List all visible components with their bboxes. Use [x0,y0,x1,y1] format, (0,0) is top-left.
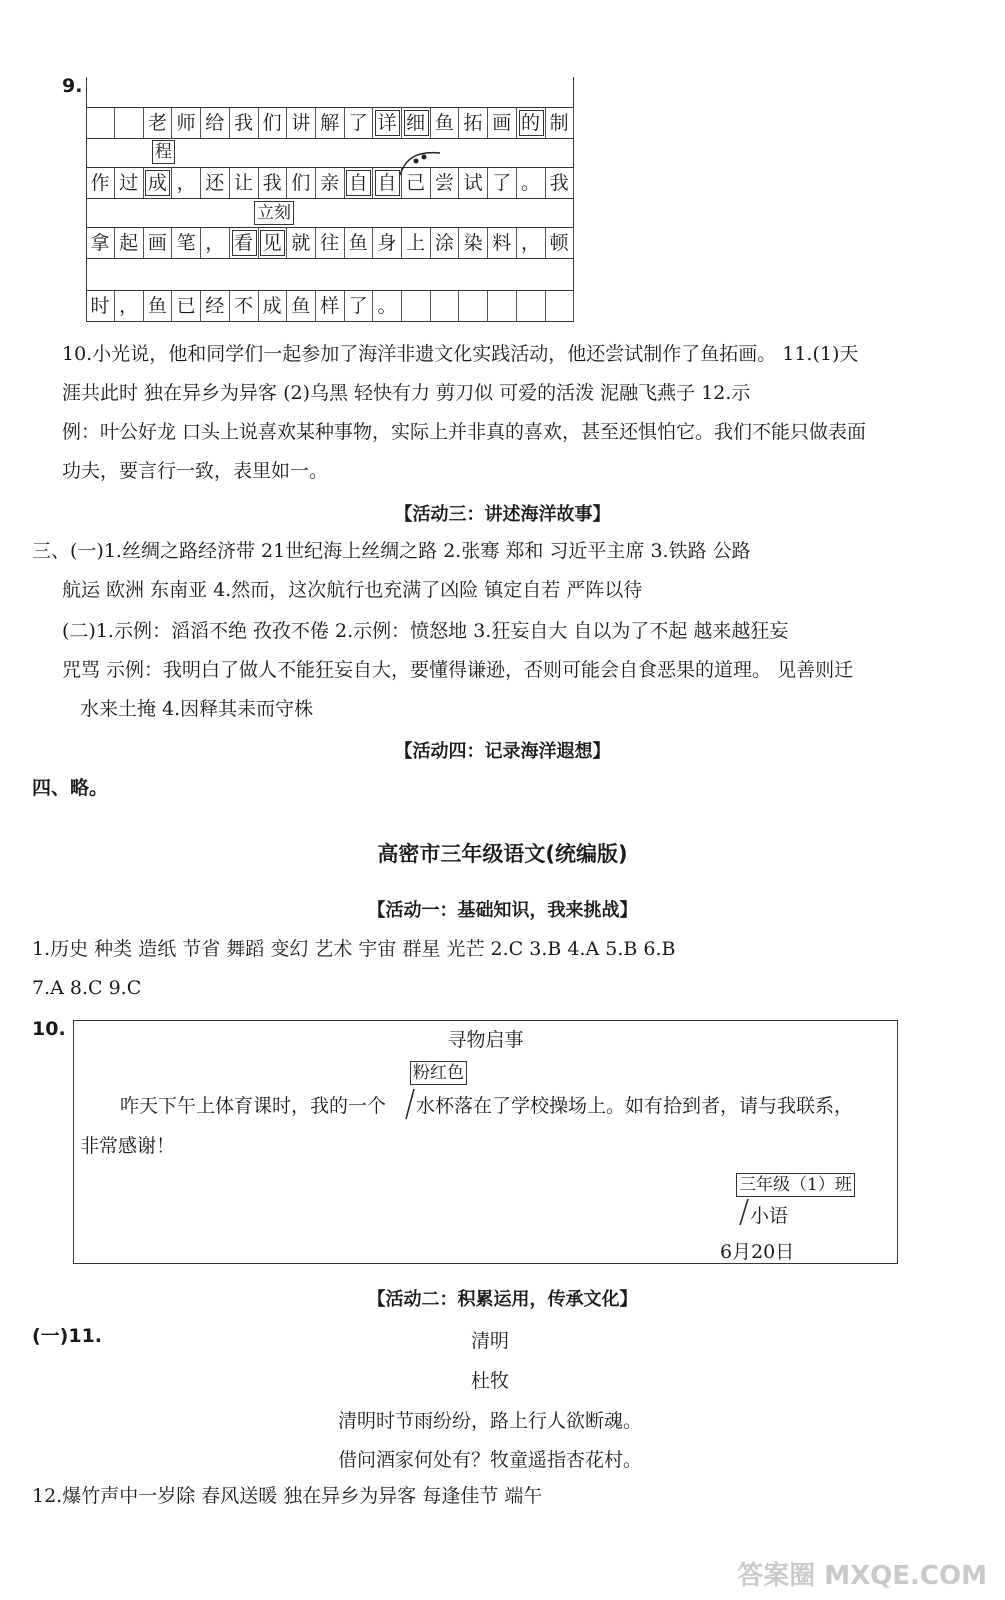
grid-cell: 不 [230,291,259,321]
grid-cell: 己 [402,168,431,198]
notice-body-start: 咋天下午上体育课时，我的一个 [120,1095,387,1117]
grid-cell: ， [115,291,144,321]
grid-cell: 了 [488,168,517,198]
grid-cell [402,291,431,321]
insert-mark-like: 立刻 [254,201,294,225]
grid-cell: ， [517,228,546,258]
grid-cell: 看 [230,228,259,258]
grid-cell [459,291,488,321]
grid-cell [115,108,144,138]
grid-cell: 尝 [430,168,459,198]
answer-line: 三、(一)1.丝绸之路经济带 21世纪海上丝绸之路 2.张骞 郑和 习近平主席 3.铁路 公路 [32,540,751,562]
grid-cell: ， [172,168,201,198]
answer-line: 10.小光说，他和同学们一起参加了海洋非遗文化实践活动，他还尝试制作了鱼拓画。 11.(1)天 [62,343,859,365]
answer-line: 例：叶公好龙 口头上说喜欢某种事物，实际上并非真的喜欢，甚至还惧怕它。我们不能只做表面 [62,421,867,443]
grid-cell: 了 [344,108,373,138]
grid-cell: 涂 [430,228,459,258]
grid-cell: 染 [459,228,488,258]
grid-cell: 过 [115,168,144,198]
grid-cell: 样 [316,291,345,321]
grid-cell: 自 [344,168,373,198]
grid-cell: 们 [258,108,287,138]
answer-line: 12.爆竹声中一岁除 春风送暖 独在异乡为异客 每逢佳节 端午 [32,1485,543,1507]
grid-cell [430,291,459,321]
grid-cell: 料 [488,228,517,258]
answer-line: 咒骂 示例：我明白了做人不能狂妄自大，要懂得谦逊，否则可能会自食恶果的道理。 见善则迁 [62,659,854,681]
grid-cell: 鱼 [287,291,316,321]
poem-line: 借问酒家何处有？牧童遥指杏花村。 [337,1449,642,1471]
notice-thanks: 非常感谢！ [80,1135,176,1157]
grid-row [86,107,574,139]
grid-cell: 试 [459,168,488,198]
answer-line: 7.A 8.C 9.C [32,977,142,999]
watermark-text: 答案圈 MXQE.COM [737,1561,987,1591]
grid-row [86,167,574,199]
poem-line: 清明时节雨纷纷，路上行人欲断魂。 [337,1410,642,1432]
answer-line: (二)1.示例：滔滔不绝 孜孜不倦 2.示例：愤怒地 3.狂妄自大 自以为了不起 越来越狂妄 [62,620,789,642]
grid-cell: 给 [201,108,230,138]
grid-cell: 笔 [172,228,201,258]
grid-cell: 起 [115,228,144,258]
notice-signer: 小语 [750,1205,789,1227]
poem-title: 清明 [470,1330,509,1352]
grid-cell: 鱼 [143,291,172,321]
grid-cell: 。 [517,168,546,198]
grid-cell: 时 [86,291,115,321]
grid-cell: 制 [545,108,574,138]
grid-cell: 上 [402,228,431,258]
grid-row [86,290,574,322]
answer-line: 水来土掩 4.因释其耒而守株 [80,698,314,720]
answer-line: 1.历史 种类 造纸 节省 舞蹈 变幻 艺术 宇宙 群星 光芒 2.C 3.B 4.A 5.B 6.B [32,938,676,960]
grid-cell: 身 [373,228,402,258]
answer-line: 航运 欧洲 东南亚 4.然而，这次航行也充满了凶险 镇定自若 严阵以待 [62,579,643,601]
section-4-text: 四、略。 [32,777,109,799]
grid-cell [488,291,517,321]
correction-grid [86,77,574,321]
grid-cell: 就 [287,228,316,258]
grid-cell: 自 [373,168,402,198]
grid-cell: 我 [258,168,287,198]
grid-cell: 见 [258,228,287,258]
grid-cell: 的 [517,108,546,138]
grid-cell: 解 [316,108,345,138]
grid-cell: 画 [488,108,517,138]
poem-author: 杜牧 [470,1370,509,1392]
grid-cell: 细 [402,108,431,138]
grid-row [86,227,574,259]
grid-cell: 拿 [86,228,115,258]
grid-cell: 老 [143,108,172,138]
grid-cell: 成 [143,168,172,198]
grid-cell: 师 [172,108,201,138]
grid-cell: 作 [86,168,115,198]
grid-cell: 详 [373,108,402,138]
delete-mark-icon [396,147,446,177]
grid-cell: 画 [143,228,172,258]
grid-cell: 顿 [545,228,574,258]
insert-mark-color: 粉红色 [410,1061,467,1085]
grid-cell: 已 [172,291,201,321]
question-number-11: (一)11. [32,1325,103,1347]
activity-2-heading: 【活动二：积累运用，传承文化】 [367,1289,638,1310]
grid-cell: 让 [230,168,259,198]
grid-cell: 讲 [287,108,316,138]
grid-cell: 们 [287,168,316,198]
activity-3-heading: 【活动三：讲述海洋故事】 [394,504,611,525]
grid-cell: 我 [230,108,259,138]
answer-line: 功夫，要言行一致，表里如一。 [62,460,329,482]
notice-body-cont: 水杯落在了学校操场上。如有拾到者，请与我联系， [416,1095,854,1117]
notice-title: 寻物启事 [447,1029,524,1051]
grid-cell: 往 [316,228,345,258]
grid-cell: 亲 [316,168,345,198]
grid-cell [517,291,546,321]
grid-cell: 鱼 [430,108,459,138]
grid-cell: 我 [545,168,574,198]
grid-cell: 拓 [459,108,488,138]
activity-1-heading: 【活动一：基础知识，我来挑战】 [367,900,638,921]
grid-cell: 还 [201,168,230,198]
grid-cell: ， [201,228,230,258]
answer-line: 涯共此时 独在异乡为异客 (2)乌黑 轻快有力 剪刀似 可爱的活泼 泥融飞燕子 12.示 [62,382,751,404]
grid-cell: 了 [344,291,373,321]
notice-date: 6月20日 [720,1241,795,1263]
grid-cell: 鱼 [344,228,373,258]
grid-cell: 成 [258,291,287,321]
lost-item-notice [73,1020,898,1264]
activity-4-heading: 【活动四：记录海洋遐想】 [394,741,611,762]
grid-cell: 。 [373,291,402,321]
grid-cell: 经 [201,291,230,321]
question-number-9: 9. [62,75,83,97]
insert-mark-class: 三年级（1）班 [736,1173,855,1197]
question-number-10: 10. [32,1018,66,1040]
grid-cell [545,291,574,321]
insert-mark-cheng: 程 [152,140,175,164]
grid-cell [86,108,115,138]
page-section-title: 高密市三年级语文(统编版) [377,842,628,866]
